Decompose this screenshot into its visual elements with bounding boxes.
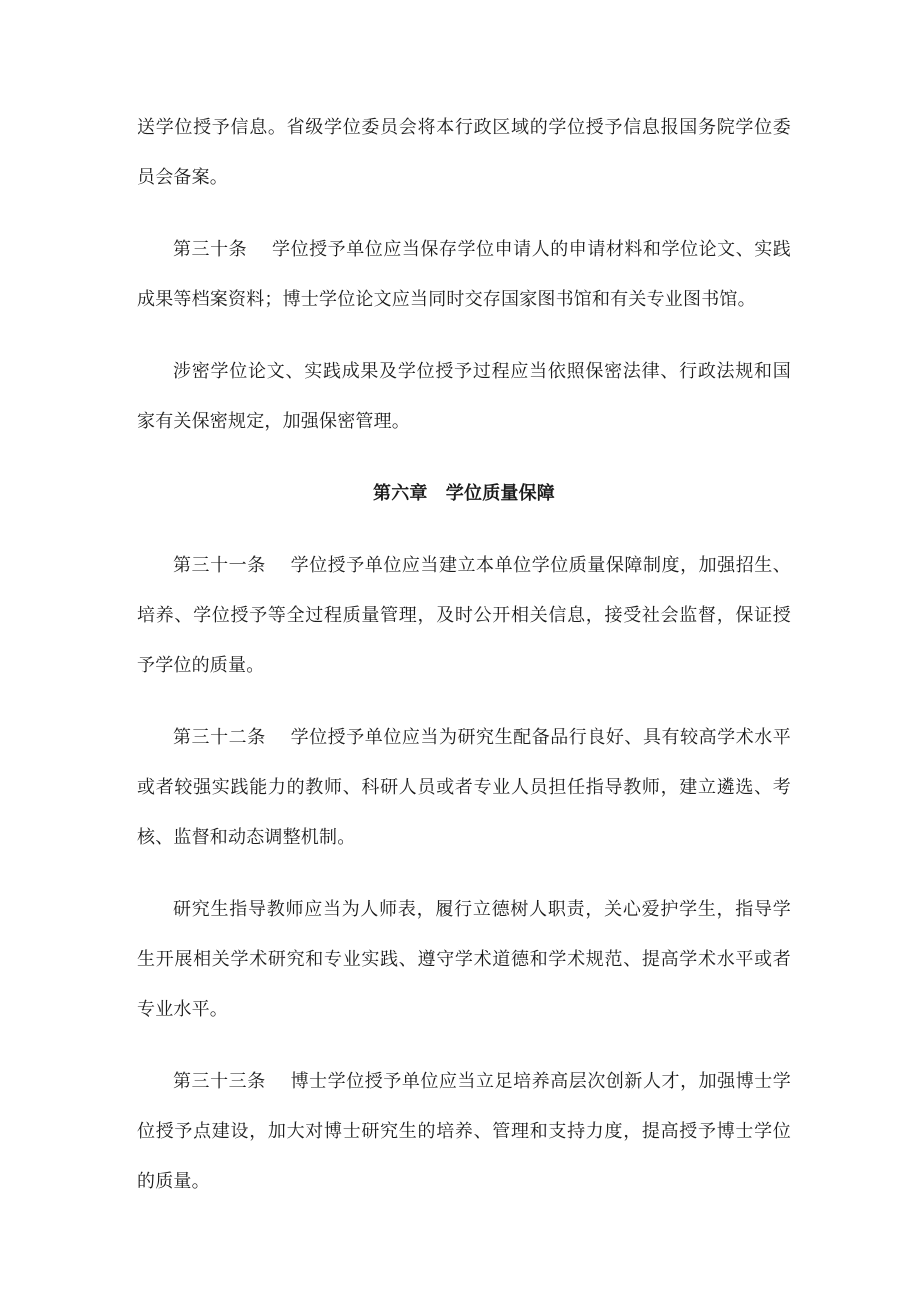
article-number: 第三十一条 bbox=[173, 555, 266, 576]
paragraph-text: 研究生指导教师应当为人师表，履行立德树人职责，关心爱护学生，指导学生开展相关学术研究和专业实践、遵守学术道德和学术规范、提高学术水平或者专业水平。 bbox=[137, 899, 791, 1020]
article-text: 学位授予单位应当为研究生配备品行良好、具有较高学术水平或者较强实践能力的教师、科研人员或者专业人员担任指导教师，建立遴选、考核、监督和动态调整机制。 bbox=[137, 727, 792, 848]
article-text: 学位授予单位应当保存学位申请人的申请材料和学位论文、实践成果等档案资料；博士学位论文应当同时交存国家图书馆和有关专业图书馆。 bbox=[137, 239, 791, 310]
article-30 bbox=[137, 225, 791, 325]
paragraph-text: 送学位授予信息。省级学位委员会将本行政区域的学位授予信息报国务院学位委员会备案。 bbox=[137, 117, 791, 188]
article-number: 第三十条 bbox=[173, 239, 248, 260]
article-text: 博士学位授予单位应当立足培养高层次创新人才，加强博士学位授予点建设，加大对博士研究生的培养、管理和支持力度，提高授予博士学位的质量。 bbox=[137, 1071, 792, 1192]
article-text: 学位授予单位应当建立本单位学位质量保障制度，加强招生、培养、学位授予等全过程质量管理，及时公开相关信息，接受社会监督，保证授予学位的质量。 bbox=[137, 555, 792, 676]
article-32 bbox=[137, 713, 791, 863]
paragraph-supervisor bbox=[137, 885, 791, 1035]
document-page bbox=[137, 103, 791, 1229]
article-31 bbox=[137, 541, 791, 691]
paragraph-text: 涉密学位论文、实践成果及学位授予过程应当依照保密法律、行政法规和国家有关保密规定，加强保密管理。 bbox=[137, 361, 791, 432]
article-33 bbox=[137, 1057, 791, 1207]
chapter-heading: 第六章 学位质量保障 bbox=[373, 483, 555, 504]
paragraph-continuation bbox=[137, 103, 791, 203]
article-number: 第三十三条 bbox=[173, 1071, 266, 1092]
paragraph-secrecy bbox=[137, 347, 791, 447]
article-number: 第三十二条 bbox=[173, 727, 266, 748]
